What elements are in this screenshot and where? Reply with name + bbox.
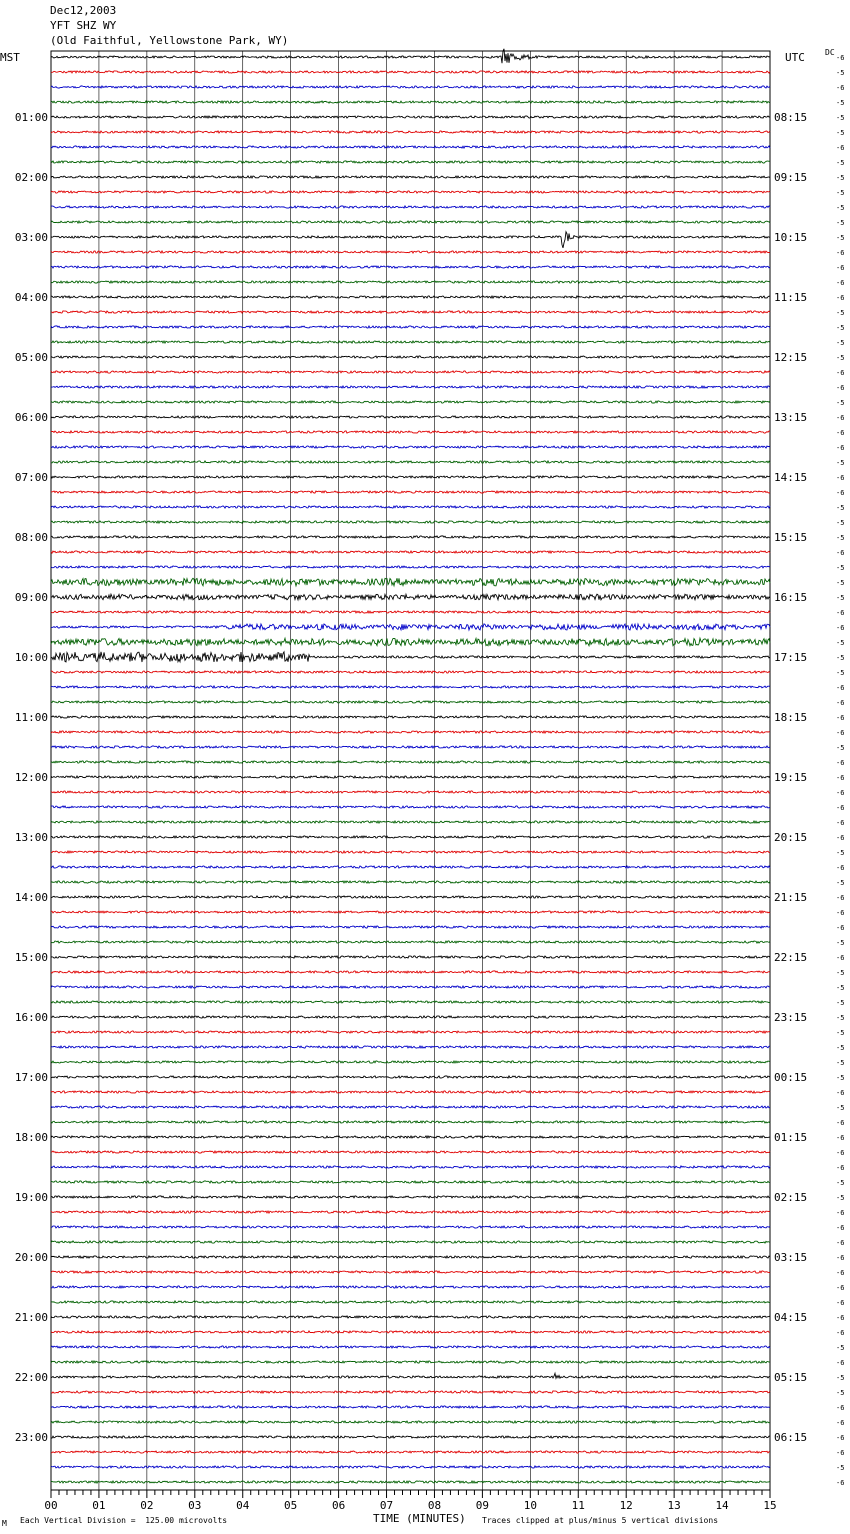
trace-row-50	[51, 806, 770, 808]
dc-offset-label: -5	[836, 504, 845, 512]
dc-offset-label: -6	[836, 909, 845, 917]
dc-offset-label: -6	[836, 1164, 845, 1172]
trace-row-8	[51, 176, 770, 178]
x-tick-label: 14	[715, 1499, 729, 1512]
mst-hour-label: 10:00	[14, 651, 48, 664]
trace-row-55	[51, 881, 770, 883]
dc-offset-label: -5	[836, 1389, 845, 1397]
dc-offset-label: -6	[836, 84, 845, 92]
dc-offset-label: -5	[836, 174, 845, 182]
trace-row-46	[51, 746, 770, 748]
dc-offset-label: -6	[836, 699, 845, 707]
mst-hour-label: 18:00	[14, 1131, 48, 1144]
trace-row-15	[51, 281, 770, 283]
trace-row-54	[51, 866, 770, 868]
trace-row-56	[51, 896, 770, 898]
dc-offset-label: -6	[836, 1119, 845, 1127]
dc-offset-label: -6	[836, 1314, 845, 1322]
dc-offset-label: -6	[836, 414, 845, 422]
x-tick-label: 13	[667, 1499, 681, 1512]
x-axis	[44, 1490, 776, 1512]
dc-offset-label: -6	[836, 624, 845, 632]
trace-row-31	[51, 521, 770, 523]
dc-offset-label: -5	[836, 219, 845, 227]
trace-row-40	[51, 652, 770, 662]
corner-mark: M	[2, 1519, 7, 1528]
mst-hour-label: 14:00	[14, 891, 48, 904]
mst-hour-label: 03:00	[14, 231, 48, 244]
trace-row-27	[51, 461, 770, 463]
trace-row-88	[51, 1373, 770, 1378]
x-tick-label: 01	[92, 1499, 106, 1512]
dc-offset-label: -5	[836, 744, 845, 752]
trace-row-65	[51, 1031, 770, 1033]
dc-offset-label: -5	[836, 669, 845, 677]
dc-offset-label: -6	[836, 774, 845, 782]
utc-hour-label: 20:15	[774, 831, 808, 844]
utc-hour-label: 22:15	[774, 951, 808, 964]
trace-row-58	[51, 926, 770, 928]
right-timezone: UTC	[785, 51, 805, 64]
trace-row-12	[51, 232, 770, 248]
x-tick-label: 03	[188, 1499, 202, 1512]
dc-offset-label: -6	[836, 1089, 845, 1097]
trace-row-39	[51, 638, 770, 645]
x-tick-label: 07	[379, 1499, 394, 1512]
dc-offset-label: -6	[836, 1449, 845, 1457]
trace-row-59	[51, 941, 770, 943]
dc-offset-label: -6	[836, 384, 845, 392]
trace-row-69	[51, 1091, 770, 1093]
mst-hour-label: 15:00	[14, 951, 48, 964]
x-tick-label: 09	[475, 1499, 490, 1512]
dc-offset-label: -5	[836, 939, 845, 947]
trace-row-70	[51, 1106, 770, 1108]
dc-offset-label: -6	[836, 1479, 845, 1487]
dc-offset-label: -5	[836, 579, 845, 587]
dc-offset-label: -6	[836, 684, 845, 692]
dc-offset-label: -5	[836, 1179, 845, 1187]
trace-row-18	[51, 326, 770, 328]
dc-offset-label: -5	[836, 879, 845, 887]
trace-row-94	[51, 1466, 770, 1468]
trace-row-11	[51, 221, 770, 223]
dc-offset-label: -6	[836, 1329, 845, 1337]
station-location: (Old Faithful, Yellowstone Park, WY)	[50, 34, 289, 47]
dc-offset-label: -5	[836, 204, 845, 212]
mst-hour-label: 20:00	[14, 1251, 48, 1264]
x-axis-title: TIME (MINUTES)	[373, 1512, 466, 1525]
mst-hour-label: 06:00	[14, 411, 48, 424]
dc-offset-label: -5	[836, 639, 845, 647]
mst-hour-label: 21:00	[14, 1311, 48, 1324]
trace-row-20	[51, 356, 770, 358]
utc-hour-label: 19:15	[774, 771, 808, 784]
mst-hour-label: 01:00	[14, 111, 48, 124]
dc-offset-label: -6	[836, 1419, 845, 1427]
dc-offset-label: -6	[836, 279, 845, 287]
trace-row-53	[51, 851, 770, 853]
trace-row-25	[51, 431, 770, 433]
trace-row-87	[51, 1361, 770, 1363]
trace-row-66	[51, 1046, 770, 1048]
record-date: Dec12,2003	[50, 4, 117, 17]
dc-offset-label: -6	[836, 1149, 845, 1157]
mst-hour-label: 05:00	[14, 351, 48, 364]
trace-row-47	[51, 761, 770, 763]
trace-row-2	[51, 86, 770, 88]
dc-offset-label: -5	[836, 1029, 845, 1037]
trace-row-72	[51, 1136, 770, 1138]
x-tick-label: 04	[236, 1499, 250, 1512]
dc-offset-label: -5	[836, 1344, 845, 1352]
dc-offset-label: -5	[836, 999, 845, 1007]
trace-row-1	[51, 71, 770, 73]
trace-row-76	[51, 1196, 770, 1198]
dc-offset-label: -5	[836, 564, 845, 572]
trace-row-9	[51, 191, 770, 193]
dc-offset-label: -5	[836, 519, 845, 527]
dc-offset-label: -5	[836, 354, 845, 362]
x-tick-label: 11	[571, 1499, 585, 1512]
trace-row-43	[51, 701, 770, 703]
trace-row-36	[51, 594, 770, 600]
dc-offset-label: -6	[836, 1404, 845, 1412]
dc-offset-label: -5	[836, 99, 845, 107]
trace-row-77	[51, 1211, 770, 1213]
trace-row-42	[51, 686, 770, 688]
trace-row-92	[51, 1436, 770, 1438]
dc-offset-label: -5	[836, 324, 845, 332]
dc-offset-label: -5	[836, 189, 845, 197]
dc-offset-label: -6	[836, 864, 845, 872]
dc-offset-label: -6	[836, 444, 845, 452]
trace-row-4	[51, 116, 770, 118]
mst-hour-label: 12:00	[14, 771, 48, 784]
trace-row-85	[51, 1331, 770, 1333]
dc-offset-label: -5	[836, 339, 845, 347]
x-tick-label: 00	[44, 1499, 58, 1512]
utc-hour-label: 18:15	[774, 711, 808, 724]
dc-offset-label: -5	[836, 654, 845, 662]
dc-offset-label: -5	[836, 114, 845, 122]
utc-hour-label: 09:15	[774, 171, 808, 184]
dc-offset-label: -6	[836, 1224, 845, 1232]
dc-offset-label: -6	[836, 1434, 845, 1442]
dc-offset-label: -6	[836, 924, 845, 932]
trace-row-17	[51, 311, 770, 313]
trace-row-71	[51, 1121, 770, 1123]
utc-hour-label: 15:15	[774, 531, 808, 544]
dc-offset-label: -5	[836, 1074, 845, 1082]
trace-row-61	[51, 971, 770, 973]
trace-row-74	[51, 1166, 770, 1168]
trace-row-22	[51, 386, 770, 388]
utc-hour-label: 21:15	[774, 891, 808, 904]
dc-offset-label: -5	[836, 459, 845, 467]
trace-row-34	[51, 566, 770, 568]
trace-row-35	[51, 578, 770, 586]
trace-row-32	[51, 536, 770, 538]
utc-hour-label: 05:15	[774, 1371, 808, 1384]
dc-offset-label: -5	[836, 849, 845, 857]
trace-row-33	[51, 551, 770, 553]
trace-row-21	[51, 371, 770, 373]
dc-offset-label: -6	[836, 1239, 845, 1247]
dc-offset-label: -6	[836, 474, 845, 482]
dc-offset-label: -5	[836, 129, 845, 137]
trace-row-62	[51, 986, 770, 988]
mst-hour-label: 02:00	[14, 171, 48, 184]
trace-row-24	[51, 416, 770, 418]
trace-row-10	[51, 206, 770, 208]
dc-offset-label: -5	[836, 159, 845, 167]
dc-offset-label: -5	[836, 1374, 845, 1382]
dc-offset-label: -6	[836, 1299, 845, 1307]
trace-row-84	[51, 1316, 770, 1318]
trace-row-89	[51, 1391, 770, 1393]
utc-hour-label: 01:15	[774, 1131, 808, 1144]
trace-row-5	[51, 131, 770, 133]
x-tick-label: 10	[523, 1499, 537, 1512]
trace-row-80	[51, 1256, 770, 1258]
dc-offset-label: -6	[836, 549, 845, 557]
trace-row-78	[51, 1226, 770, 1228]
dc-offset-label: -6	[836, 894, 845, 902]
dc-offset-label: -6	[836, 144, 845, 152]
dc-offset-label: -6	[836, 369, 845, 377]
utc-hour-label: 10:15	[774, 231, 808, 244]
trace-row-48	[51, 776, 770, 778]
mst-hour-label: 16:00	[14, 1011, 48, 1024]
mst-hour-label: 19:00	[14, 1191, 48, 1204]
dc-offset-label: -5	[836, 1044, 845, 1052]
station-code: YFT SHZ WY	[50, 19, 117, 32]
utc-hour-label: 11:15	[774, 291, 808, 304]
trace-row-13	[51, 251, 770, 253]
dc-offset-label: -6	[836, 954, 845, 962]
mst-hour-label: 08:00	[14, 531, 48, 544]
dc-offset-label: -6	[836, 759, 845, 767]
trace-row-38	[51, 624, 770, 630]
dc-offset-label: -6	[836, 609, 845, 617]
trace-row-41	[51, 671, 770, 673]
dc-offset-label: -5	[836, 1014, 845, 1022]
mst-hour-label: 04:00	[14, 291, 48, 304]
left-timezone: MST	[0, 51, 20, 64]
utc-hour-label: 08:15	[774, 111, 808, 124]
dc-offset-label: -6	[836, 714, 845, 722]
trace-row-29	[51, 491, 770, 493]
dc-offset-label: -6	[836, 834, 845, 842]
dc-offset-label: -5	[836, 309, 845, 317]
mst-hour-label: 09:00	[14, 591, 48, 604]
trace-row-14	[51, 266, 770, 268]
utc-hour-label: 04:15	[774, 1311, 808, 1324]
dc-offset-label: -6	[836, 54, 845, 62]
dc-offset-label: -5	[836, 1059, 845, 1067]
mst-hour-label: 23:00	[14, 1431, 48, 1444]
trace-row-37	[51, 611, 770, 613]
trace-row-90	[51, 1406, 770, 1408]
trace-layer	[51, 49, 770, 1483]
utc-hour-label: 14:15	[774, 471, 808, 484]
trace-row-79	[51, 1241, 770, 1243]
trace-row-52	[51, 836, 770, 838]
utc-hour-label: 00:15	[774, 1071, 808, 1084]
trace-row-73	[51, 1151, 770, 1153]
utc-hour-label: 17:15	[774, 651, 808, 664]
trace-row-7	[51, 161, 770, 163]
x-tick-label: 12	[619, 1499, 633, 1512]
clip-note: Traces clipped at plus/minus 5 vertical divisions	[482, 1516, 719, 1525]
trace-row-23	[51, 401, 770, 403]
dc-offset-label: -5	[836, 969, 845, 977]
trace-row-95	[51, 1481, 770, 1483]
trace-row-60	[51, 956, 770, 958]
trace-row-67	[51, 1061, 770, 1063]
dc-offset-label: -6	[836, 429, 845, 437]
trace-row-6	[51, 146, 770, 148]
x-tick-label: 02	[140, 1499, 154, 1512]
trace-row-75	[51, 1181, 770, 1183]
utc-hour-label: 02:15	[774, 1191, 808, 1204]
dc-offset-label: -6	[836, 1134, 845, 1142]
trace-row-93	[51, 1451, 770, 1453]
dc-offset-label: -5	[836, 1104, 845, 1112]
dc-offset-label: -5	[836, 234, 845, 242]
dc-offset-label: -6	[836, 1359, 845, 1367]
trace-row-86	[51, 1346, 770, 1348]
dc-label: DC	[825, 48, 835, 57]
trace-row-26	[51, 446, 770, 448]
x-tick-label: 06	[331, 1499, 346, 1512]
trace-row-51	[51, 821, 770, 823]
mst-hour-label: 07:00	[14, 471, 48, 484]
trace-row-91	[51, 1421, 770, 1423]
trace-row-68	[51, 1076, 770, 1078]
dc-offset-label: -6	[836, 1254, 845, 1262]
x-tick-label: 05	[284, 1499, 298, 1512]
trace-row-3	[51, 101, 770, 103]
trace-row-19	[51, 341, 770, 343]
dc-offset-label: -6	[836, 249, 845, 257]
dc-offset-label: -6	[836, 489, 845, 497]
utc-hour-label: 12:15	[774, 351, 808, 364]
trace-row-63	[51, 1001, 770, 1003]
dc-offset-label: -5	[836, 594, 845, 602]
utc-hour-label: 23:15	[774, 1011, 808, 1024]
dc-offset-label: -5	[836, 1194, 845, 1202]
dc-offset-label: -6	[836, 1284, 845, 1292]
trace-row-57	[51, 911, 770, 913]
mst-hour-label: 22:00	[14, 1371, 48, 1384]
dc-offset-label: -5	[836, 399, 845, 407]
x-tick-label: 15	[763, 1499, 777, 1512]
mst-hour-label: 11:00	[14, 711, 48, 724]
dc-offset-label: -6	[836, 819, 845, 827]
trace-row-44	[51, 716, 770, 718]
dc-offset-label: -6	[836, 1269, 845, 1277]
mst-hour-label: 13:00	[14, 831, 48, 844]
scale-note: Each Vertical Division = 125.00 microvolts	[20, 1516, 228, 1525]
x-tick-label: 08	[427, 1499, 442, 1512]
dc-offset-label: -5	[836, 534, 845, 542]
dc-offset-label: -5	[836, 1464, 845, 1472]
trace-row-45	[51, 731, 770, 733]
dc-offset-label: -5	[836, 69, 845, 77]
utc-hour-label: 13:15	[774, 411, 808, 424]
trace-row-82	[51, 1286, 770, 1288]
dc-offset-label: -6	[836, 729, 845, 737]
trace-row-28	[51, 476, 770, 478]
utc-hour-label: 16:15	[774, 591, 808, 604]
dc-offset-label: -6	[836, 264, 845, 272]
dc-offset-label: -6	[836, 294, 845, 302]
trace-row-30	[51, 506, 770, 508]
mst-hour-label: 17:00	[14, 1071, 48, 1084]
dc-offset-label: -6	[836, 804, 845, 812]
utc-hour-label: 06:15	[774, 1431, 808, 1444]
trace-row-16	[51, 296, 770, 298]
dc-offset-label: -6	[836, 789, 845, 797]
dc-offset-label: -6	[836, 1209, 845, 1217]
trace-row-83	[51, 1301, 770, 1303]
trace-row-49	[51, 791, 770, 793]
dc-offset-label: -5	[836, 984, 845, 992]
trace-row-81	[51, 1271, 770, 1273]
utc-hour-label: 03:15	[774, 1251, 808, 1264]
trace-row-64	[51, 1016, 770, 1018]
